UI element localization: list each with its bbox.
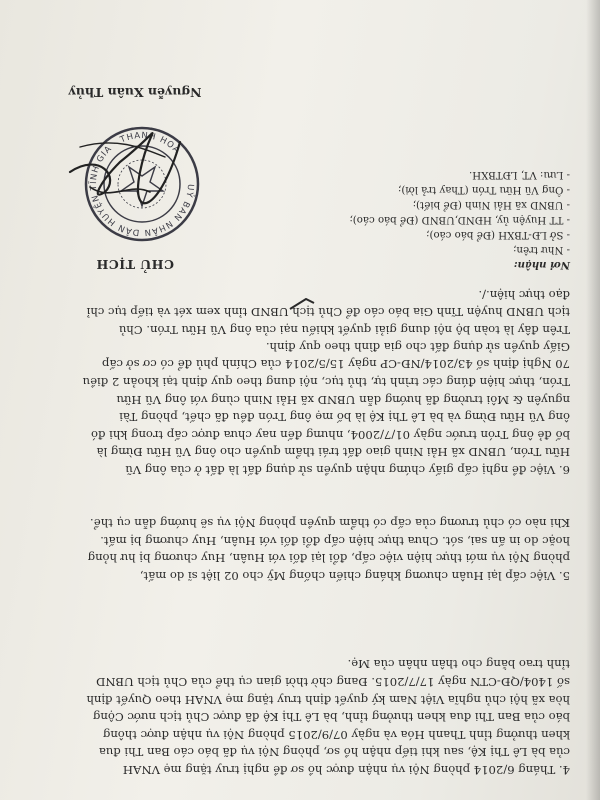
paragraph-line: tỉnh trao bằng cho thân nhân của Mẹ. — [347, 657, 570, 672]
paragraph-conclusion — [50, 285, 570, 338]
recipients-title: Nơi nhận: — [513, 259, 570, 271]
binding-shadow — [586, 0, 600, 800]
paragraph-4 — [50, 655, 570, 778]
svg-text:UỶ BAN NHÂN DÂN HUYỆN TĨNH GIA: UỶ BAN NHÂN DÂN HUYỆN TĨNH GIA · THANH HOÁ — [88, 130, 196, 238]
paragraph-line: Giấy quyền sử dụng đất cho gia đình theo quy định. — [265, 339, 570, 354]
paragraph-line: 70 Nghị định số 43/2014/NĐ-CP ngày 15/5/2014 của Chính phủ để có cơ sở cấp — [101, 357, 570, 372]
checkmark-mark — [289, 298, 315, 310]
recipient-item: - TT Huyện ủy, HĐND,UBND (Để báo cáo); — [349, 214, 570, 225]
paragraph-line: Trên đây là toàn bộ nội dung giải quyết khiếu nại của ông Vũ Hữu Trón. Chủ — [118, 323, 570, 337]
recipient-item: - Như trên; — [513, 244, 570, 255]
paragraph-line: báo của Ban Thi đua khen thưởng tỉnh, bà Lê Thị Kệ đã được Chủ tịch nước Cộng — [92, 710, 570, 725]
paragraph-line: 5. Việc cấp lại Huân chương kháng chiến chống Mỹ cho 02 liệt sĩ do mất, — [139, 569, 570, 583]
recipients-block — [310, 167, 570, 272]
paragraph-line: bố đẻ ông Trón trước ngày 01/7/2004, nhưng đến nay chưa được cấp trong khi đó — [91, 427, 570, 442]
paragraph-line: đạo thực hiện./. — [478, 287, 570, 302]
paragraph-line: nguyên & Môi trường đã hướng dẫn UBND xã Hải Ninh cùng với ông Vũ Hữu — [116, 392, 570, 407]
paragraph-line: hoặc do in ấn sai, sót. Chưa thực hiện cấp đổi đối với Huân, Huy chương bị mất. — [100, 533, 570, 548]
signer-name: Nguyễn Xuân Thủy — [68, 85, 202, 100]
paragraph-line: tịch UBND huyện Tĩnh Gia báo cáo để Chủ tịch UBND tỉnh xem xét và tiếp tục chỉ — [86, 305, 570, 320]
paragraph-line: của bà Lê Thị Kệ, sau khi tiếp nhận hồ sơ, phòng Nội vụ đã báo cáo Ban Thi đua — [98, 745, 570, 760]
paragraph-line: phòng Nội vụ mới thực hiện việc cấp, đổi lại đối với Huân, Huy chương bị hư hỏng — [87, 551, 570, 566]
paragraph-line: Trón, thực hiện đúng các trình tự, thủ tục, nội dung theo quy định tại khoản 2 điều — [82, 375, 570, 390]
recipient-item: - UBND xã Hải Ninh (Để biết); — [412, 199, 570, 210]
handwritten-signature — [50, 112, 200, 232]
paragraph-line: số 1404/QĐ-CTN ngày 17/7/2015. Đang chờ thời gian cụ thể của Chủ tịch UBND — [96, 675, 570, 690]
paragraph-line: Khi nào có chủ trương của cấp có thẩm quyền phòng Nội vụ sẽ hướng dẫn cụ thể. — [89, 516, 570, 531]
paragraph-6 — [50, 337, 570, 478]
recipient-item: - Ông Vũ Hữu Trón (Thay trả lời); — [397, 184, 570, 195]
paragraph-line: 4. Tháng 6/2014 phòng Nội vụ nhận được hồ sơ đề nghị truy tặng mẹ VNAH — [122, 763, 570, 777]
paragraph-line: hòa xã hội chủ nghĩa Việt Nam ký quyết định truy tặng mẹ VNAH theo Quyết định — [86, 692, 570, 707]
recipient-item: - Lưu: VT, LĐTBXH. — [468, 169, 570, 180]
signature-block — [30, 72, 240, 272]
paragraph-line: khen thưởng tỉnh Thanh Hóa và ngày 07/9/2015 phòng Nội vụ nhận được thông — [102, 727, 570, 742]
paragraph-line: ông Vũ Hữu Đừng và bà Lê Thị Kệ là bố mẹ ông Trón đều đã chết, phòng Tài — [119, 410, 570, 425]
recipient-item: - Sở LĐ-TBXH (Để báo cáo); — [426, 229, 570, 240]
recipients-list — [310, 167, 570, 257]
paragraph-line: 6. Việc đề nghị cấp giấy chứng nhận quyền sử dụng đất là đất ở của ông Vũ — [125, 463, 570, 477]
paragraph-5 — [50, 514, 570, 584]
paragraph-line: Hữu Trón, UBND xã Hải Ninh giao đất trái thẩm quyền cho ông Vũ Hữu Đừng là — [96, 445, 570, 460]
signer-role: CHỦ TỊCH — [96, 257, 174, 272]
